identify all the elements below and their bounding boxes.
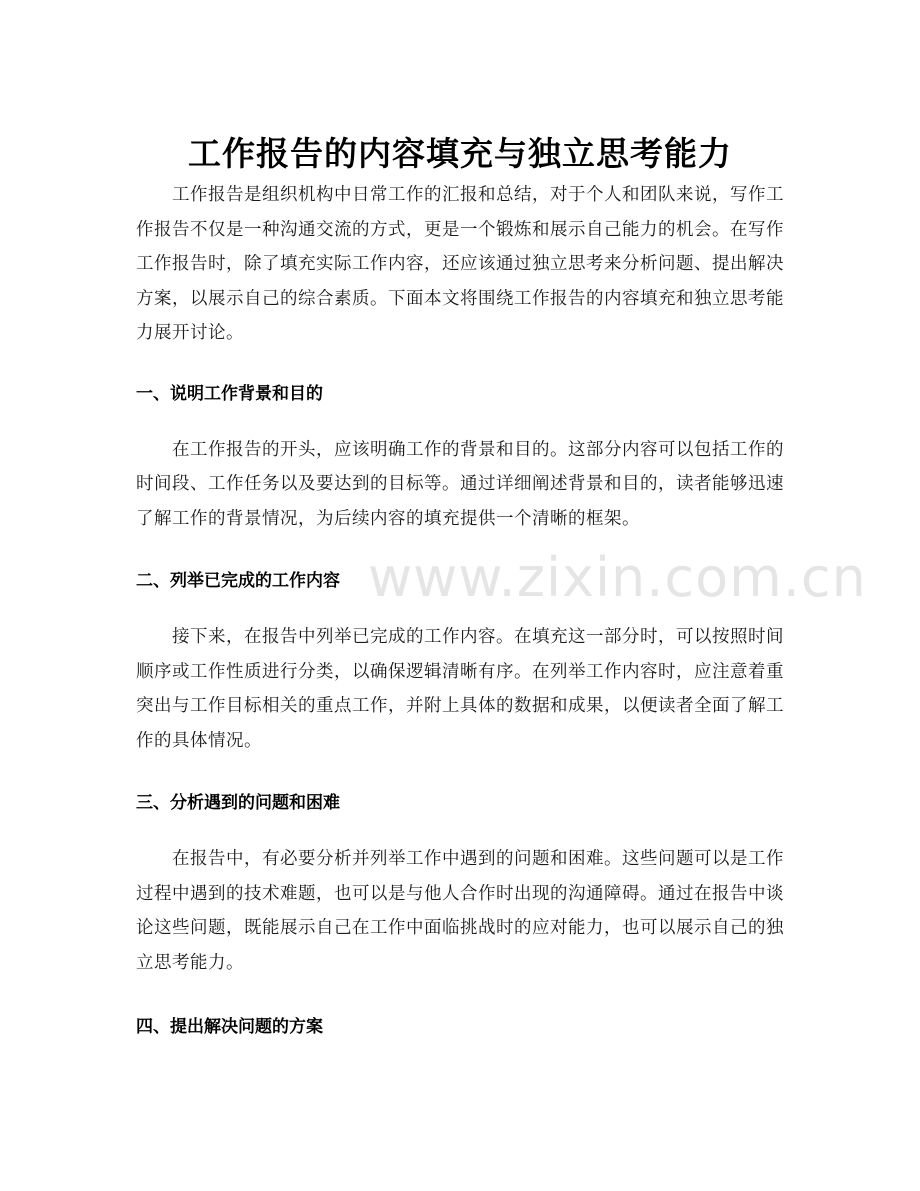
intro-paragraph: 工作报告是组织机构中日常工作的汇报和总结，对于个人和团队来说，写作工作报告不仅是一种沟通交流的方式，更是一个锻炼和展示自己能力的机会。在写作工作报告时，除了填充实际工作内容，还应该通过独立思考来分析问题、提出解决方案，以展示自己的综合素质。下面本文将围绕工作报告的内容填充和独立思考能力展开讨论。 <box>136 185 784 343</box>
section-heading-3: 三、分析遇到的问题和困难 <box>136 793 340 813</box>
watermark: www.zixin.com.cn <box>368 546 867 609</box>
section-paragraph-3: 在报告中，有必要分析并列举工作中遇到的问题和困难。这些问题可以是工作过程中遇到的技术难题，也可以是与他人合作时出现的沟通障碍。通过在报告中谈论这些问题，既能展示自己在工作中面临挑战时的应对能力，也可以展示自己的独立思考能力。 <box>136 849 784 973</box>
section-heading-4: 四、提出解决问题的方案 <box>136 1017 323 1037</box>
section-heading-1: 一、说明工作背景和目的 <box>136 383 323 404</box>
section-heading-2: 二、列举已完成的工作内容 <box>136 571 340 591</box>
document-title: 工作报告的内容填充与独立思考能力 <box>188 134 732 174</box>
section-paragraph-1: 在工作报告的开头，应该明确工作的背景和目的。这部分内容可以包括工作的时间段、工作任务以及要达到的目标等。通过详细阐述背景和目的，读者能够迅速了解工作的背景情况，为后续内容的填充提供一个清晰的框架。 <box>136 439 784 529</box>
document-body <box>136 178 784 1042</box>
section-paragraph-2: 接下来，在报告中列举已完成的工作内容。在填充这一部分时，可以按照时间顺序或工作性质进行分类，以确保逻辑清晰有序。在列举工作内容时，应注意着重突出与工作目标相关的重点工作，并附上具体的数据和成果，以便读者全面了解工作的具体情况。 <box>136 627 784 751</box>
